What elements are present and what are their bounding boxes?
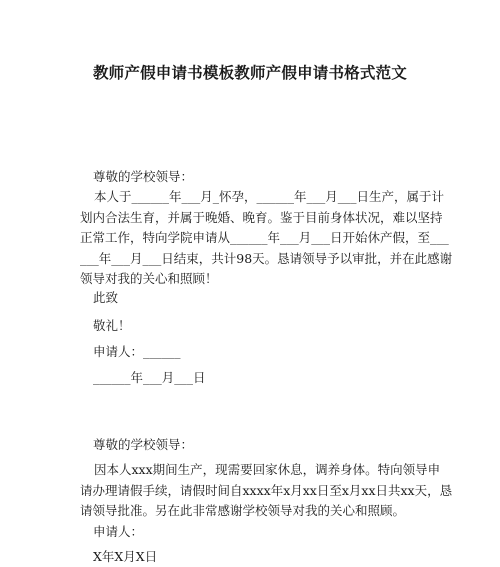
letter1-body-line: 本人于______年___月_怀孕，______年___月___日生产，属于计 (94, 189, 445, 204)
letter1-salutation: 尊敬的学校领导： (93, 169, 194, 184)
letter2-salutation: 尊敬的学校领导： (93, 437, 194, 452)
letter1-body-line: 领导对我的关心和照顾！ (80, 271, 218, 286)
letter2-date: X年X月X日 (93, 549, 158, 564)
document-title: 教师产假申请书模板教师产假申请书格式范文 (92, 64, 407, 82)
letter2-body-line: 请办理请假手续，请假时间自xxxx年x月xx日至x月xx日共xx天，恳 (80, 482, 453, 498)
letter2-body-line: 因本人xxx期间生产，现需要回家休息，调养身体。特向领导申 (94, 462, 441, 477)
letter1-date: ______年___月___日 (93, 370, 206, 385)
letter2-applicant: 申请人： (93, 524, 144, 539)
letter1-body (80, 187, 453, 290)
letter1-applicant: 申请人：______ (93, 344, 181, 359)
letter1-body-line: ___年___月___日结束，共计98天。恳请领导予以审批，并在此感谢 (80, 250, 453, 266)
letter2-body-line: 请领导批准。另在此非常感谢学校领导对我的关心和照顾。 (80, 503, 406, 518)
letter1-body-line: 正常工作，特向学院申请从______年___月___日开始休产假，至___ (80, 230, 449, 245)
letter2-body (80, 460, 453, 522)
letter1-closing-2: 敬礼！ (93, 318, 131, 333)
letter1-body-line: 划内合法生育，并属于晚婚、晚育。鉴于目前身体状况，难以坚持 (80, 209, 443, 225)
letter1-closing-1: 此致 (93, 290, 119, 305)
